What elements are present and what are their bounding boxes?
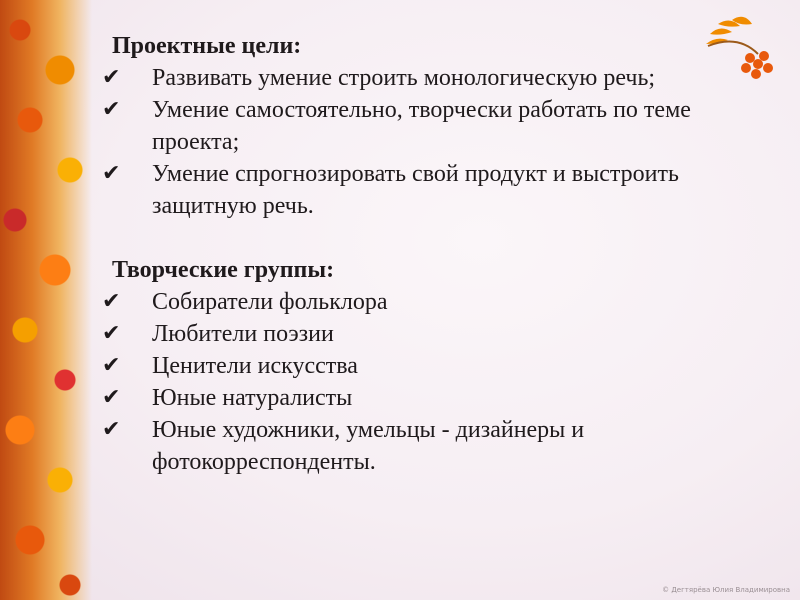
list-item-text: Собиратели фольклора [152,289,388,315]
list-item-text: Умение самостоятельно, творчески работать по теме проекта; [152,97,691,155]
check-mark-icon: ✔ [102,161,121,186]
check-mark-icon: ✔ [102,417,121,442]
check-mark-icon: ✔ [102,97,121,122]
list-item-text: Умение спрогнозировать свой продукт и выстроить защитную речь. [152,161,679,219]
check-mark-icon: ✔ [102,353,121,378]
creative-groups-list [100,286,760,478]
list-item-text: Юные художники, умельцы - дизайнеры и фотокорреспонденты. [152,417,585,475]
check-mark-icon: ✔ [102,65,121,90]
project-goals-heading: Проектные цели: [112,33,302,59]
list-item [100,318,760,350]
list-item [100,286,760,318]
slide-content [100,30,760,478]
list-item [100,414,760,478]
list-item [100,94,760,158]
copyright-note: © Дегтярёва Юлия Владимировна [662,586,790,594]
list-item-text: Ценители искусства [152,353,358,379]
list-item [100,382,760,414]
creative-groups-heading: Творческие группы: [112,257,335,283]
list-item-text: Любители поэзии [152,321,334,347]
list-item-text: Развивать умение строить монологическую речь; [152,65,656,91]
list-item [100,158,760,222]
check-mark-icon: ✔ [102,321,121,346]
check-mark-icon: ✔ [102,289,121,314]
project-goals-list [100,62,760,222]
autumn-leaves-border [0,0,92,600]
check-mark-icon: ✔ [102,385,121,410]
list-item [100,350,760,382]
list-item [100,62,760,94]
list-item-text: Юные натуралисты [152,385,353,411]
